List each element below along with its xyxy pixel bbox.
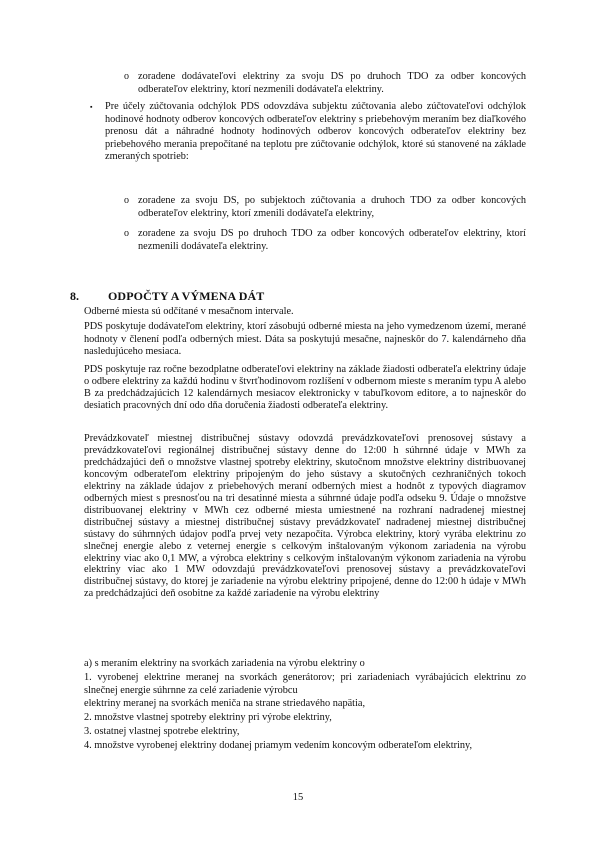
square-bullet-text: Pre účely zúčtovania odchýlok PDS odovzdáva subjektu zúčtovania alebo zúčtovateľovi odchýlok hodinové hodnoty odberov koncových odberateľov elektriny s priebehovým meraním bez diaľkového prenosu dát a náhradné hodnoty hodinových odberov koncových odberateľov elektriny bez priebehového merania prepočítané na teplotu pre zúčtovanie odchýlok, ktoré sú stanovené na základe zmeraných spotrieb: <box>105 101 526 163</box>
list-line: 4. množstve vyrobenej elektriny dodanej priamym vedením koncovým odberateľom elektriny, <box>84 740 473 751</box>
section-title: ODPOČTY A VÝMENA DÁT <box>108 289 265 303</box>
list-item-text: zoradene dodávateľovi elektriny za svoju DS po druhoch TDO za odber koncových odberateľov elektriny, ktorí nezmenili dodávateľa elektriny. <box>138 71 526 95</box>
paragraph: Odberné miesta sú odčítané v mesačnom intervale. <box>84 306 294 317</box>
section-number: 8. <box>70 289 79 303</box>
list-line: elektriny meranej na svorkách meniča na strane striedavého napätia, <box>84 698 366 709</box>
list-item-text: zoradene za svoju DS, po subjektoch zúčtovania a druhoch TDO za odber koncových odberateľov elektriny, ktorí zmenili dodávateľa elektriny, <box>138 195 526 219</box>
list-marker: o <box>124 71 129 82</box>
list-line: a) s meraním elektriny na svorkách zariadenia na výrobu elektriny o <box>84 658 365 669</box>
list-marker: o <box>124 195 129 206</box>
list-marker: o <box>124 228 129 239</box>
list-line: 3. ostatnej vlastnej spotrebe elektriny, <box>84 726 240 737</box>
paragraph: PDS poskytuje raz ročne bezodplatne odberateľovi elektriny na základe žiadosti odberateľa elektriny údaje o odbere elektriny za každú hodinu v štvrťhodinovom rozlíšení v odbernom mieste s meraním typu A alebo B za predchádzajúcich 12 kalendárnych mesiacov elektronicky v tabuľkovom editore, a to najneskôr do desiatich pracovných dní odo dňa doručenia žiadosti odberateľa elektriny. <box>84 364 526 411</box>
list-line: 1. vyrobenej elektrine meranej na svorkách generátorov; pri zariadeniach vyrábajúcich elektrinu zo slnečnej energie súhrnne za celé zariadenie výrobcu <box>84 672 526 696</box>
square-bullet-marker: ▪ <box>90 103 93 111</box>
paragraph: PDS poskytuje dodávateľom elektriny, ktorí zásobujú odberné miesta na jeho vymedzenom území, merané hodnoty v členení podľa odberných miest. Dáta sa poskytujú mesačne, najneskôr do 7. kalendárneho dňa nasledujúceho mesiaca. <box>84 321 526 358</box>
list-item-text: zoradene za svoju DS po druhoch TDO za odber koncových odberateľov elektriny, ktorí nezmenili dodávateľa elektriny. <box>138 228 526 252</box>
page-number: 15 <box>292 792 304 803</box>
paragraph: Prevádzkovateľ miestnej distribučnej sústavy odovzdá prevádzkovateľovi prenosovej sústavy a prevádzkovateľovi regionálnej distribučnej sústavy denne do 12:00 h súhrnné údaje v MWh za predchádzajúci deň o množstve vlastnej spotreby elektriny, skutočnom množstve elektriny distribuovanej koncovým odberateľom elektriny pripojeným do jeho sústavy a skutočných cezhraničných tokoch elektriny na základe údajov z priebehových meraní odberných miest a hodnôt z typových diagramov odberných miest s presnosťou na tri desatinné miesta a súhrnné údaje podľa odseku 9. Údaje o množstve distribuovanej elektriny v MWh cez odberné miesta umiestnené na rozhraní nadradenej miestnej distribučnej sústavy a miestnej distribučnej sústavy prevádzkovateľ nadradenej miestnej distribučnej sústavy do súhrnných údajov podľa prvej vety nezapočíta. Výrobca elektriny, ktorý vyrába elektrinu zo slnečnej energie alebo z veternej energie s celkovým inštalovaným výkonom zariadenia na výrobu elektriny viac ako 0,1 MW, a výrobca elektriny s celkovým inštalovaným výkonom zariadenia na výrobu elektriny viac ako 1 MW odovzdajú prevádzkovateľovi prenosovej sústavy a prevádzkovateľovi distribučnej sústavy, do ktorej je zariadenie na výrobu elektriny pripojené, denne do 12:00 h údaje v MWh za predchádzajúci deň osobitne za každé zariadenie na výrobu elektriny <box>84 433 526 600</box>
list-line: 2. množstve vlastnej spotreby elektriny pri výrobe elektriny, <box>84 712 332 723</box>
